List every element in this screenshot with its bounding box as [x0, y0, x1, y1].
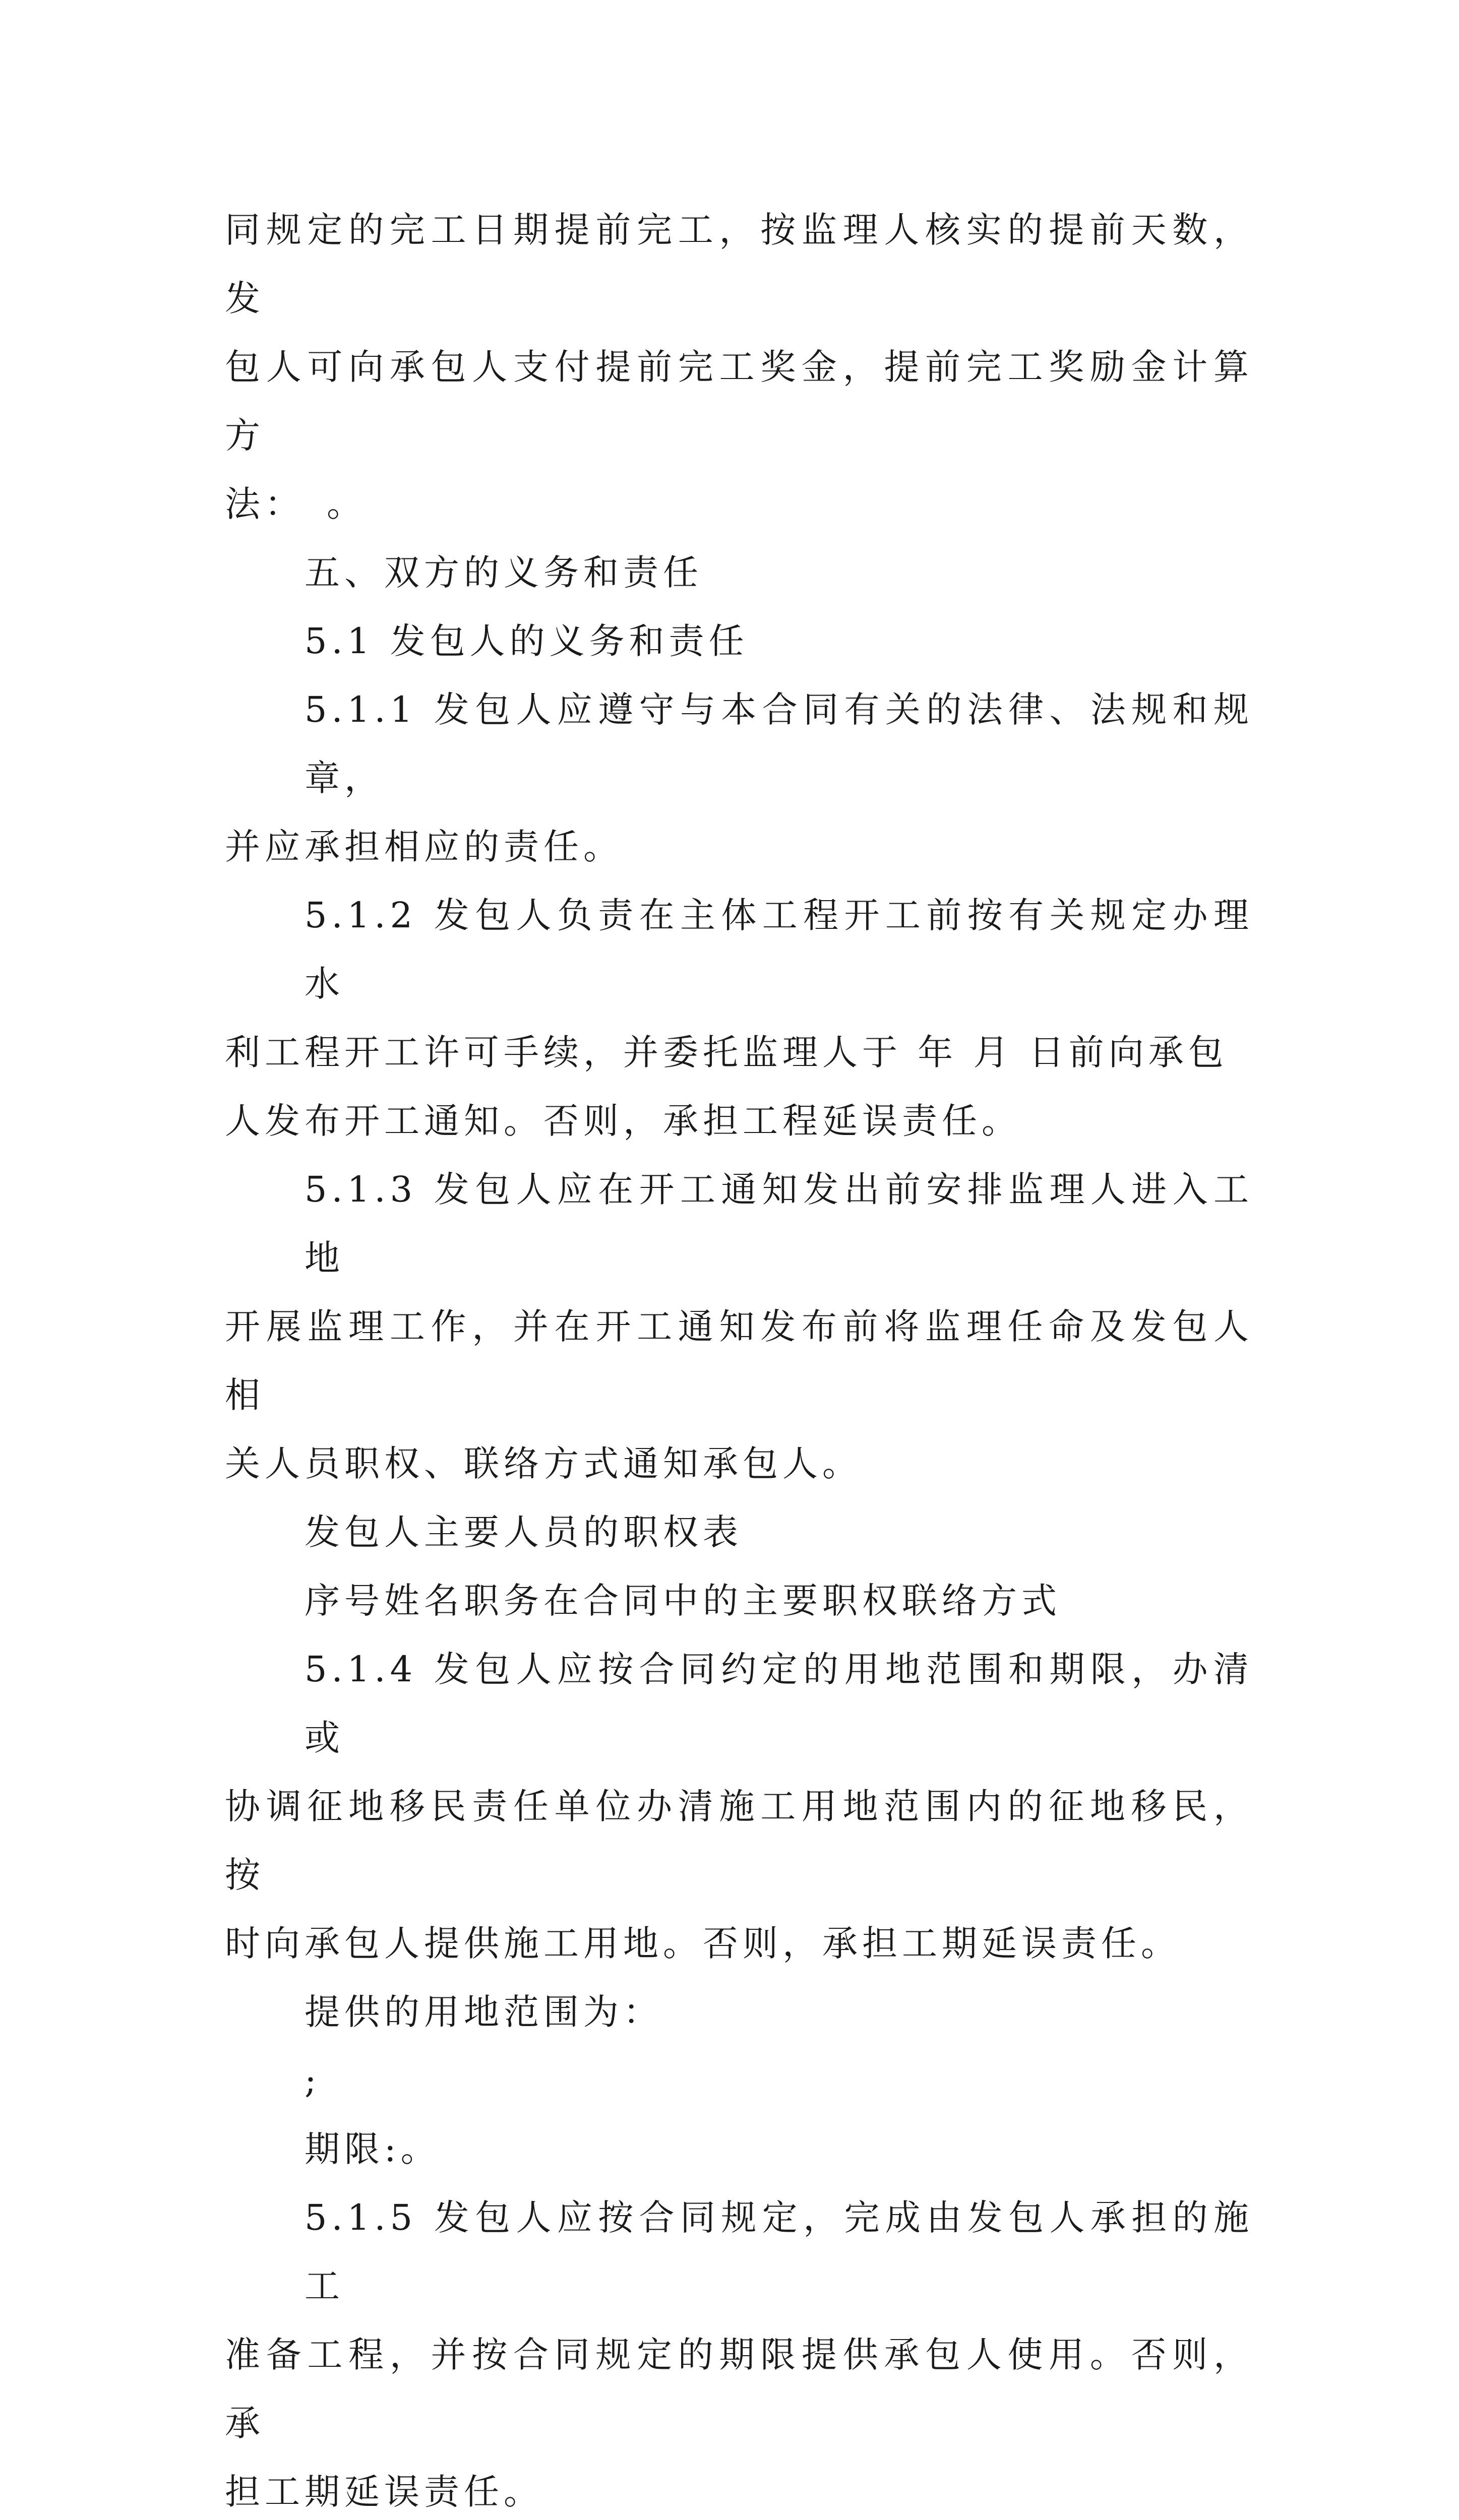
paragraph-line: 发包人主要人员的职权表 [305, 1511, 743, 1553]
paragraph-line: 同规定的完工日期提前完工，按监理人核实的提前天数，发 [225, 209, 1253, 319]
paragraph-line: 开展监理工作，并在开工通知发布前将监理任命及发包人相 [225, 1306, 1253, 1416]
paragraph-line: 期限:。 [305, 2128, 441, 2170]
paragraph-line: 5.1.2 发包人负责在主体工程开工前按有关规定办理水 [305, 895, 1253, 1004]
paragraph-line: 5.1.3 发包人应在开工通知发出前安排监理人进入工地 [305, 1169, 1253, 1279]
paragraph-line: 5.1.4 发包人应按合同约定的用地范围和期限，办清或 [305, 1649, 1253, 1758]
paragraph-line: 协调征地移民责任单位办清施工用地范围内的征地移民，按 [225, 1786, 1253, 1896]
paragraph-line: ; [305, 2060, 321, 2101]
paragraph-line: 法： 。 [225, 483, 367, 525]
document-body [225, 196, 1253, 2520]
paragraph-line: 5.1.5 发包人应按合同规定，完成由发包人承担的施工 [305, 2197, 1253, 2307]
paragraph-line: 序号姓名职务在合同中的主要职权联络方式 [305, 1580, 1061, 1621]
paragraph-line: 利工程开工许可手续，并委托监理人于 年 月 日前向承包 [225, 1032, 1228, 1073]
paragraph-line: 人发布开工通知。否则，承担工程延误责任。 [225, 1100, 1021, 1142]
paragraph-line: 准备工程，并按合同规定的期限提供承包人使用。否则，承 [225, 2334, 1253, 2444]
paragraph-line: 5.1 发包人的义务和责任 [305, 620, 749, 662]
paragraph-line: 五、双方的义务和责任 [305, 552, 703, 593]
paragraph-line: 时向承包人提供施工用地。否则，承担工期延误责任。 [225, 1923, 1181, 1964]
paragraph-line: 担工期延误责任。 [225, 2471, 543, 2512]
paragraph-line: 提供的用地范围为： [305, 1991, 663, 2033]
paragraph-line: 包人可向承包人支付提前完工奖金，提前完工奖励金计算方 [225, 346, 1253, 456]
paragraph-line: 并应承担相应的责任。 [225, 826, 623, 867]
paragraph-line: 5.1.1 发包人应遵守与本合同有关的法律、法规和规章， [305, 689, 1253, 799]
paragraph-line: 关人员职权、联络方式通知承包人。 [225, 1443, 862, 1484]
